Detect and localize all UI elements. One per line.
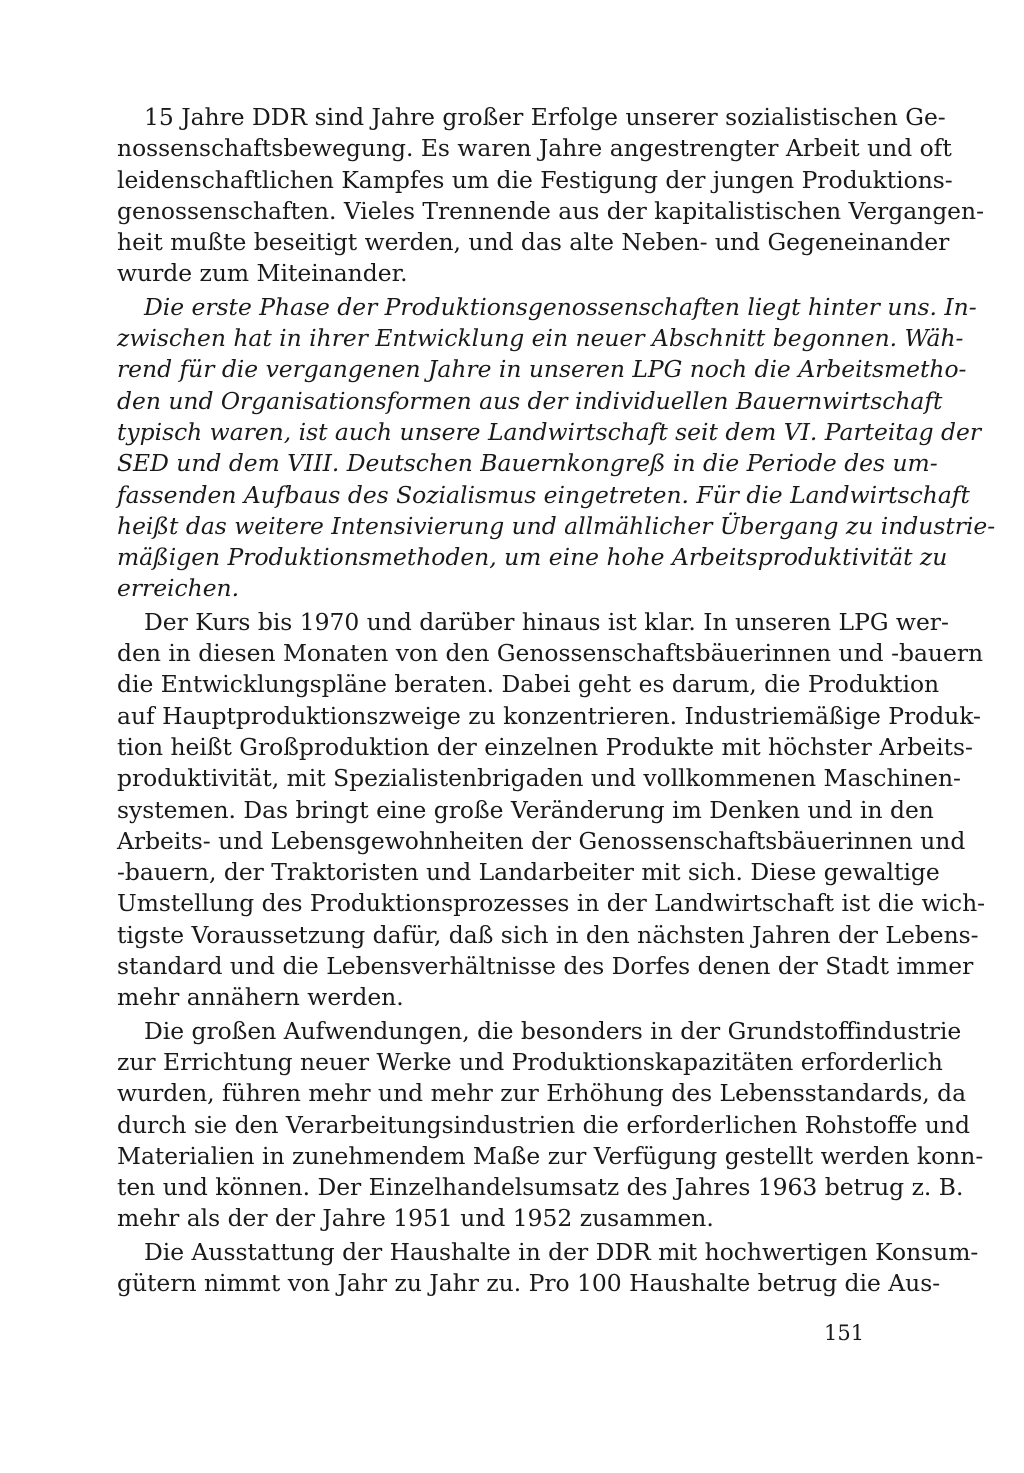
text-line: 15 Jahre DDR sind Jahre großer Erfolge unserer sozialistischen Ge- — [144, 103, 946, 131]
text-line: Umstellung des Produktionsprozesses in der Landwirtschaft ist die wich- — [117, 889, 986, 918]
text-line: genossenschaften. Vieles Trennende aus der kapitalistischen Vergangen- — [117, 196, 984, 225]
text-line: SED und dem VIII. Deutschen Bauernkongreß in die Periode des um- — [117, 449, 938, 478]
text-flow — [117, 102, 996, 1299]
paragraph — [117, 607, 986, 1014]
text-line: Die Ausstattung der Haushalte in der DDR mit hochwertigen Konsum- — [144, 1237, 979, 1266]
text-line: -bauern, der Traktoristen und Landarbeiter mit sich. Diese gewaltige — [117, 858, 940, 887]
text-line: den in diesen Monaten von den Genossenschaftsbäuerinnen und -bauern — [117, 639, 984, 668]
text-line: standard und die Lebensverhältnisse des Dorfes denen der Stadt immer — [117, 952, 974, 981]
paragraph — [117, 1237, 979, 1300]
text-line: mehr als der der Jahre 1951 und 1952 zusammen. — [117, 1204, 714, 1233]
text-line: Die erste Phase der Produktionsgenossenschaften liegt hinter uns. In- — [144, 292, 977, 321]
text-line: gütern nimmt von Jahr zu Jahr zu. Pro 100 Haushalte betrug die Aus- — [117, 1268, 941, 1297]
text-line: nossenschaftsbewegung. Es waren Jahre angestrengter Arbeit und oft — [117, 134, 952, 163]
text-line: durch sie den Verarbeitungsindustrien die erforderlichen Rohstoffe und — [117, 1110, 970, 1139]
paragraph — [117, 1016, 984, 1235]
text-line: typisch waren, ist auch unsere Landwirtschaft seit dem VI. Parteitag der — [117, 417, 982, 446]
text-line: Die großen Aufwendungen, die besonders in der Grundstoffindustrie — [144, 1016, 962, 1045]
text-line: heit mußte beseitigt werden, und das alte Neben- und Gegeneinander — [117, 228, 950, 257]
text-line: erreichen. — [117, 574, 240, 603]
text-line: fassenden Aufbaus des Sozialismus eingetreten. Für die Landwirtschaft — [117, 480, 970, 509]
text-line: Der Kurs bis 1970 und darüber hinaus ist klar. In unseren LPG wer- — [144, 607, 949, 636]
page-number: 151 — [824, 1321, 865, 1345]
text-line: ten und können. Der Einzelhandelsumsatz des Jahres 1963 betrug z. B. — [117, 1173, 964, 1202]
text-line: zur Errichtung neuer Werke und Produktionskapazitäten erforderlich — [117, 1047, 943, 1076]
paragraph — [117, 292, 996, 605]
text-line: mehr annähern werden. — [117, 983, 404, 1012]
text-line: systemen. Das bringt eine große Veränderung im Denken und in den — [117, 795, 934, 824]
text-line: Materialien in zunehmendem Maße zur Verfügung gestellt werden konn- — [117, 1141, 984, 1170]
text-line: den und Organisationsformen aus der individuellen Bauernwirtschaft — [117, 386, 943, 415]
text-line: wurden, führen mehr und mehr zur Erhöhung des Lebensstandards, da — [117, 1079, 967, 1108]
text-line: tion heißt Großproduktion der einzelnen Produkte mit höchster Arbeits- — [117, 732, 973, 761]
text-line: tigste Voraussetzung dafür, daß sich in den nächsten Jahren der Lebens- — [117, 920, 979, 949]
text-line: leidenschaftlichen Kampfes um die Festigung der jungen Produktions- — [117, 165, 953, 194]
page-body — [117, 102, 996, 1301]
text-line: Arbeits- und Lebensgewohnheiten der Genossenschaftsbäuerinnen und — [117, 826, 966, 855]
text-line: heißt das weitere Intensivierung und allmählicher Übergang zu industrie- — [117, 511, 996, 540]
text-line: mäßigen Produktionsmethoden, um eine hohe Arbeitsproduktivität zu — [117, 543, 948, 572]
text-line: produktivität, mit Spezialistenbrigaden und vollkommenen Maschinen- — [117, 764, 961, 793]
text-line: die Entwicklungspläne beraten. Dabei geht es darum, die Produktion — [117, 670, 940, 699]
text-line: wurde zum Miteinander. — [117, 259, 408, 288]
text-line: rend für die vergangenen Jahre in unseren LPG noch die Arbeitsmetho- — [117, 355, 967, 384]
paragraph — [117, 102, 984, 290]
text-line: zwischen hat in ihrer Entwicklung ein neuer Abschnitt begonnen. Wäh- — [117, 324, 964, 353]
text-line: auf Hauptproduktionszweige zu konzentrieren. Industriemäßige Produk- — [117, 701, 981, 730]
